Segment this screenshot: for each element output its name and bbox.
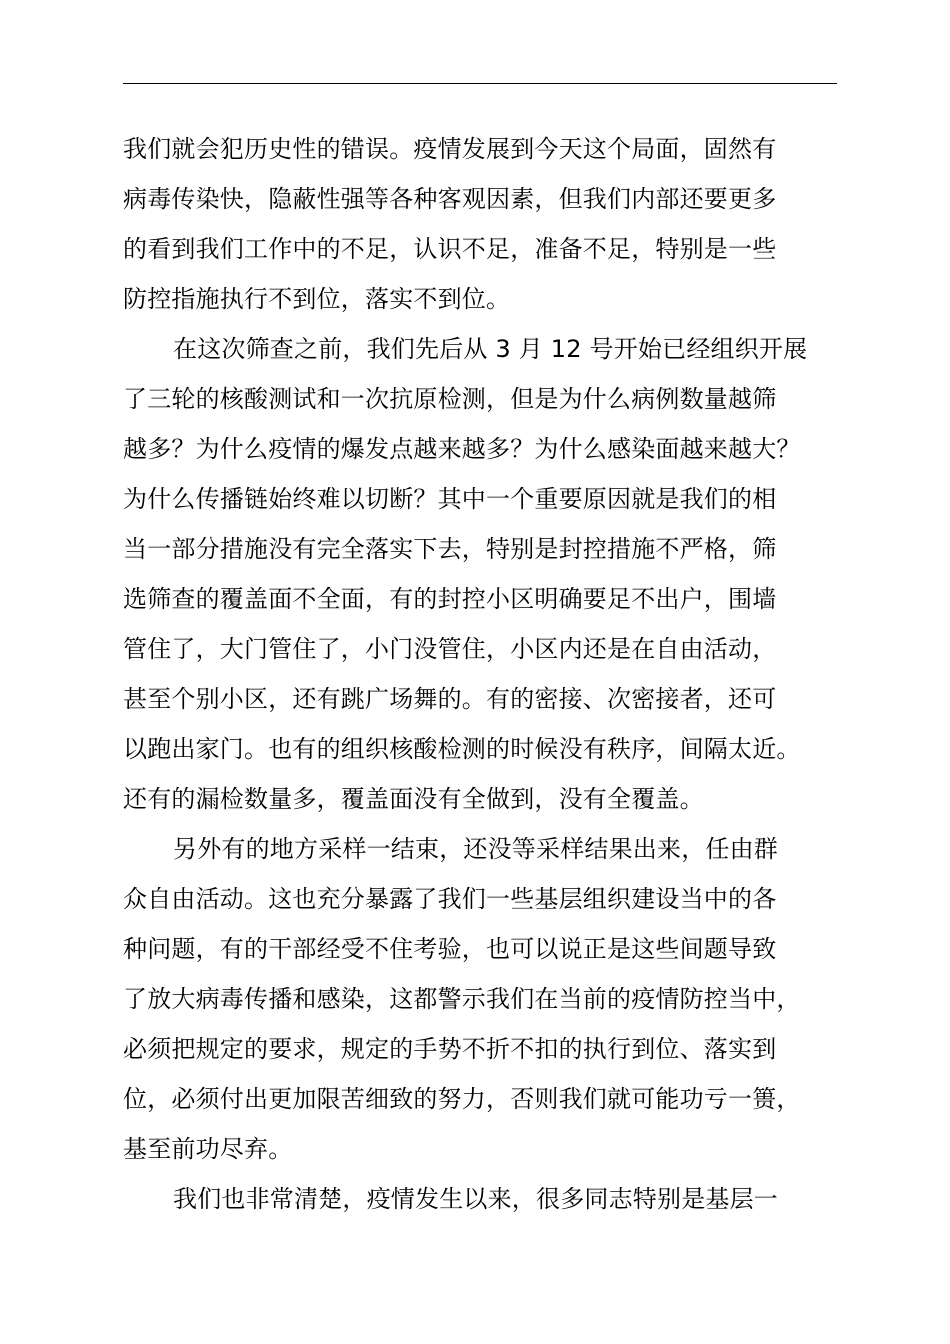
text-line: 基至前功尽弃。 bbox=[123, 1135, 293, 1163]
text-line: 种问题，有的干部经受不住考验，也可以说正是这些间题导致 bbox=[123, 935, 777, 963]
text-line: 越多？为什么疫情的爆发点越来越多？为什么感染面越来越大？ bbox=[123, 435, 801, 463]
text-line: 我们就会犯历史性的错误。疫情发展到今天这个局面，固然有 bbox=[123, 135, 777, 163]
body-text bbox=[123, 124, 863, 1224]
text-line: 病毒传染快，隐蔽性强等各种客观因素，但我们内部还要更多 bbox=[123, 185, 777, 213]
text-line: 的看到我们工作中的不足，认识不足，准备不足，特别是一些 bbox=[123, 235, 777, 263]
text-line: 管住了，大门管住了，小门没管住，小区内还是在自由活动， bbox=[123, 635, 777, 663]
text-line: 为什么传播链始终难以切断？其中一个重要原因就是我们的相 bbox=[123, 485, 777, 513]
text-line: 了三轮的核酸测试和一次抗原检测，但是为什么病例数量越筛 bbox=[123, 385, 777, 413]
text-line: 众自由活动。这也充分暴露了我们一些基层组织建设当中的各 bbox=[123, 885, 777, 913]
text-line: 甚至个别小区，还有跳广场舞的。有的密接、次密接者，还可 bbox=[123, 685, 777, 713]
text-line: 选筛查的覆盖面不全面，有的封控小区明确要足不出户，围墙 bbox=[123, 585, 777, 613]
text-line: 以跑出家门。也有的组织核酸检测的时候没有秩序，间隔太近。 bbox=[123, 735, 801, 763]
paragraph-start-line: 另外有的地方采样一结束，还没等采样结果出来，任由群 bbox=[173, 835, 778, 863]
text-line: 必须把规定的要求，规定的手势不折不扣的执行到位、落实到 bbox=[123, 1035, 777, 1063]
text-line: 防控指施执行不到位，落实不到位。 bbox=[123, 285, 511, 313]
text-line: 了放大病毒传播和感染，这都警示我们在当前的疫情防控当中， bbox=[123, 985, 801, 1013]
paragraph-start-line: 在这次筛查之前，我们先后从 3 月 12 号开始已经组织开展 bbox=[173, 335, 808, 363]
text-line: 还有的漏检数量多，覆盖面没有全做到，没有全覆盖。 bbox=[123, 785, 704, 813]
text-line: 当一部分措施没有完全落实下去，特别是封控措施不严格，筛 bbox=[123, 535, 777, 563]
paragraph-start-line: 我们也非常清楚，疫情发生以来，很多同志特别是基层一 bbox=[173, 1185, 778, 1213]
header-rule bbox=[123, 83, 837, 84]
text-line: 位，必须付出更加限苦细致的努力，否则我们就可能功亏一篑， bbox=[123, 1085, 801, 1113]
